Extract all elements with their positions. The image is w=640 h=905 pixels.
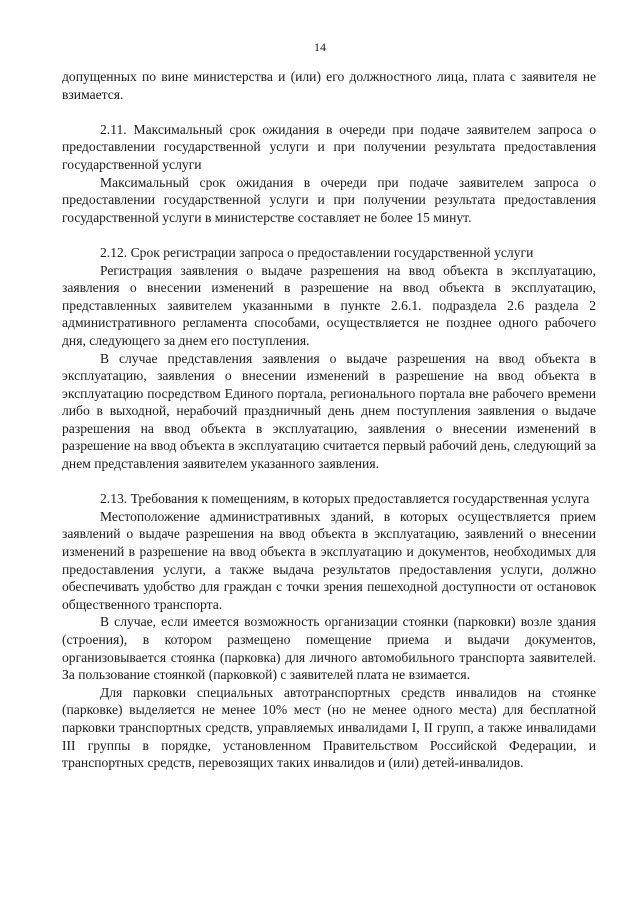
paragraph-gap: [62, 473, 596, 491]
paragraph-gap: [62, 226, 596, 244]
paragraph-gap: [62, 103, 596, 121]
paragraph: В случае представления заявления о выдаче разрешения на ввод объекта в эксплуатацию, заявления о внесении изменений в разрешение на ввод объекта в эксплуатацию посредством Единого портала, регионального портала вне рабочего времени либо в выходной, нерабочий праздничный день днем поступления заявления о выдаче разрешения на ввод объекта в эксплуатацию, заявления о внесении изменений в разрешение на ввод объекта в эксплуатацию считается первый рабочий день, следующий за днем представления заявителем указанного заявления.: [62, 350, 596, 472]
paragraph: Максимальный срок ожидания в очереди при подаче заявителем запроса о предоставлении государственной услуги и при получении результата предоставления государственной услуги в министерстве составляет не более 15 минут.: [62, 174, 596, 225]
section-heading-2-13: 2.13. Требования к помещениям, в которых предоставляется государственная услуга: [100, 491, 590, 507]
section-heading-2-11: 2.11. Максимальный срок ожидания в очереди при подаче заявителем запроса о предоставлении государственной услуги и при получении результата предоставления государственной услуги: [62, 121, 596, 172]
paragraph: Для парковки специальных автотранспортных средств инвалидов на стоянке (парковке) выделяется не менее 10% мест (но не менее одного места) для бесплатной парковки транспортных средств, управляемых инвалидами I, II групп, а также инвалидами III группы в порядке, установленном Правительством Российской Федерации, и транспортных средств, перевозящих таких инвалидов и (или) детей-инвалидов.: [62, 684, 596, 771]
section-heading-2-12: 2.12. Срок регистрации запроса о предоставлении государственной услуги: [100, 244, 534, 260]
paragraph: Регистрация заявления о выдаче разрешения на ввод объекта в эксплуатацию, заявления о внесении изменений в разрешение на ввод объекта в эксплуатацию, представленных заявителем указанными в пункте 2.6.1. подраздела 2.6 раздела 2 административного регламента способами, осуществляется не позднее одного рабочего дня, следующего за днем его поступления.: [62, 262, 596, 348]
continuation-paragraph: допущенных по вине министерства и (или) его должностного лица, плата с заявителя не взимается.: [62, 69, 596, 102]
document-body: [62, 68, 596, 772]
paragraph: В случае, если имеется возможность организации стоянки (парковки) возле здания (строения), в котором размещено помещение приема и выдачи документов, организовывается стоянка (парковка) для личного автомобильного транспорта заявителей. За пользование стоянкой (парковкой) с заявителей плата не взимается.: [62, 614, 596, 683]
page-number: 14: [314, 40, 326, 54]
paragraph: Местоположение административных зданий, в которых осуществляется прием заявлений о выдаче разрешения на ввод объекта в эксплуатацию, заявлений о внесении изменений в разрешение на ввод объекта в эксплуатацию и документов, необходимых для предоставления услуги, а также выдача результатов предоставления услуги, должно обеспечивать удобство для граждан с точки зрения пешеходной доступности от остановок общественного транспорта.: [62, 508, 596, 612]
